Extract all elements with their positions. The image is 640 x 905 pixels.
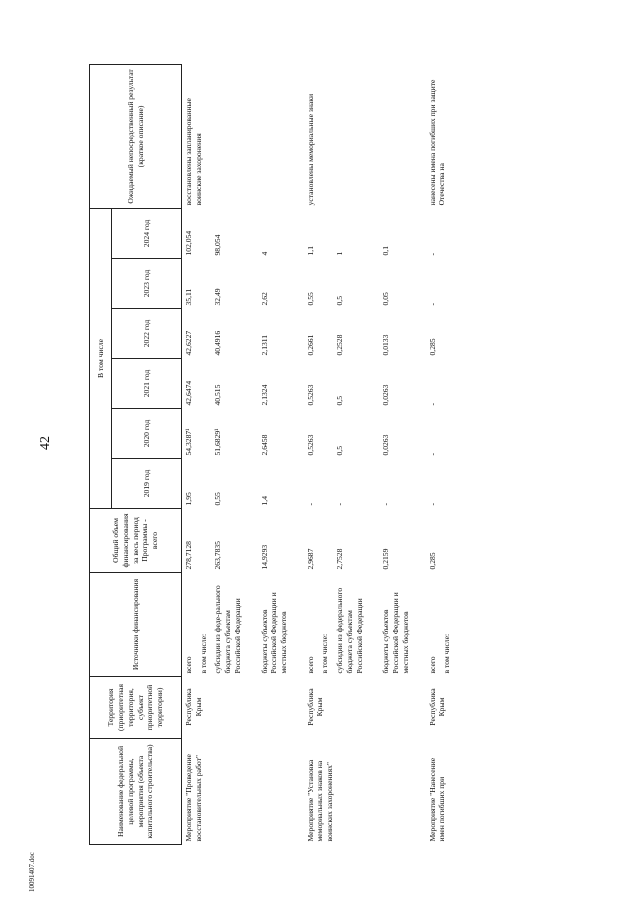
value-2023: - [427, 302, 437, 306]
value-2019: 0,55 [213, 492, 223, 506]
value-2020: 0,5263 [305, 434, 315, 456]
value-2023 [197, 259, 212, 309]
value-2020: - [427, 452, 437, 456]
value-2022: 2,1311 [259, 334, 269, 356]
source: бюджеты субъектов Российской Федерации и местных бюджетов [259, 592, 289, 674]
value-2021: 0,5263 [305, 384, 315, 406]
source: в том числе: [442, 633, 452, 674]
value-2024 [197, 208, 212, 258]
value-2023: 2,62 [259, 292, 269, 306]
value-2019 [197, 459, 212, 509]
total-value [318, 509, 333, 573]
total-value: 0,2159 [381, 548, 391, 570]
value-2022: 0,2661 [305, 334, 315, 356]
expected-result: нанесены имена погибших при защите Отечества на [427, 79, 447, 206]
header-expected-result: Ожидаемый непосредственный результат (краткое описание) [90, 64, 182, 208]
header-year-2024: 2024 год [112, 208, 182, 258]
value-2022: 0,285 [427, 338, 437, 356]
table-row [182, 64, 197, 844]
total-value: 2,9687 [305, 548, 315, 570]
value-2024: 1 [335, 251, 345, 256]
table-row [292, 64, 319, 844]
value-2020 [318, 409, 333, 459]
header-year-2023: 2023 год [112, 259, 182, 309]
value-2020: 2,6458 [259, 434, 269, 456]
value-2019: - [381, 502, 391, 506]
value-2021: - [427, 402, 437, 406]
source: бюджеты субъектов Российской Федерации и местных бюджетов [381, 592, 410, 674]
total-value: 14,9293 [259, 544, 269, 570]
value-2023: 35,11 [184, 288, 193, 306]
value-2022: 0,0133 [381, 334, 391, 356]
value-2023 [440, 259, 455, 309]
source: всего [427, 656, 437, 674]
activity-name: Мероприятие "Установка мемориальных знаков на воинских захоронениях" [305, 759, 335, 842]
activity-name: Мероприятие "Нанесение имен погибших при [427, 757, 447, 842]
value-2024 [318, 208, 333, 258]
territory: Республика Крым [427, 688, 447, 726]
value-2019: - [335, 502, 345, 506]
territory: Республика Крым [184, 688, 203, 726]
header-year-2021: 2021 год [112, 359, 182, 409]
activity-name: Мероприятие "Проведение восстановительных работ" [184, 754, 203, 842]
value-2021 [197, 359, 212, 409]
total-value: 2,7528 [335, 548, 345, 570]
value-2021: 40,515 [213, 384, 223, 406]
value-2020 [440, 409, 455, 459]
value-2019: 1,95 [184, 492, 193, 506]
value-2024: - [427, 252, 437, 256]
financing-table [89, 64, 455, 845]
expected-result: установлены мемориальные знаки [305, 93, 315, 206]
value-2024 [440, 208, 455, 258]
total-value: 0,285 [427, 552, 437, 570]
value-2023: 32,49 [213, 288, 223, 306]
header-activity: Наименование федеральной целевой программы, мероприятия (объекта капитального строительства) [90, 739, 182, 845]
value-2020: 0,5 [335, 446, 345, 456]
value-2024: 4 [259, 251, 269, 256]
value-2022: 0,2528 [335, 334, 345, 356]
value-2019 [440, 459, 455, 509]
value-2021 [440, 359, 455, 409]
header-year-2020: 2020 год [112, 409, 182, 459]
header-territory: Территория (приоритетная территория, субъект приоритетной территории) [90, 677, 182, 739]
value-2022: 40,4916 [213, 330, 223, 356]
value-2021: 2,1324 [259, 384, 269, 406]
header-including: В том числе [90, 208, 112, 508]
source: всего [305, 656, 315, 674]
source: в том числе: [320, 633, 330, 674]
total-value: 278,7128 [184, 541, 193, 570]
value-2019: - [427, 502, 437, 506]
total-value [197, 509, 212, 573]
value-2019: - [305, 502, 315, 506]
value-2019 [318, 459, 333, 509]
header-year-2019: 2019 год [112, 459, 182, 509]
value-2022 [197, 309, 212, 359]
source: субсидии из федерального бюджета субъектам Российской Федерации [335, 587, 364, 674]
total-value [440, 509, 455, 573]
value-2023: 0,05 [381, 292, 391, 306]
value-2022: 42,6227 [184, 330, 193, 356]
header-total: Общий объем финансирования за весь период Программы - всего [90, 509, 182, 573]
value-2023: 0,55 [305, 292, 315, 306]
value-2024: 0,1 [381, 246, 391, 256]
total-value: 263,7835 [213, 541, 223, 570]
value-2024: 1,1 [305, 246, 315, 256]
value-2024: 98,054 [213, 234, 223, 256]
value-2019: 1,4 [259, 496, 269, 506]
value-2020: 51,6829¹ [213, 428, 223, 456]
value-2021: 0,5 [335, 396, 345, 406]
value-2021: 42,6474 [184, 380, 193, 406]
value-2021 [318, 359, 333, 409]
value-2023 [318, 259, 333, 309]
source: всего [184, 656, 193, 674]
value-2022 [318, 309, 333, 359]
territory: Республика Крым [305, 688, 325, 726]
document-id: 10091407.doc [28, 852, 36, 892]
value-2020 [197, 409, 212, 459]
page-number: 42 [38, 436, 53, 450]
value-2020: 54,3287¹ [184, 428, 193, 456]
table-row [414, 64, 441, 844]
source: в том числе: [198, 633, 208, 674]
value-2021: 0,0263 [381, 384, 391, 406]
value-2022 [440, 309, 455, 359]
value-2020: 0,0263 [381, 434, 391, 456]
expected-result: восстановлены запланированные воинские захоронения [184, 98, 203, 206]
value-2023: 0,5 [335, 296, 345, 306]
financing-table-sheet [89, 65, 589, 845]
header-sources: Источники финансирования [90, 573, 182, 677]
value-2024: 102,054 [184, 230, 193, 256]
header-year-2022: 2022 год [112, 309, 182, 359]
source: субсидии из феде-рального бюджета субъектам Российской Федерации [213, 585, 242, 674]
